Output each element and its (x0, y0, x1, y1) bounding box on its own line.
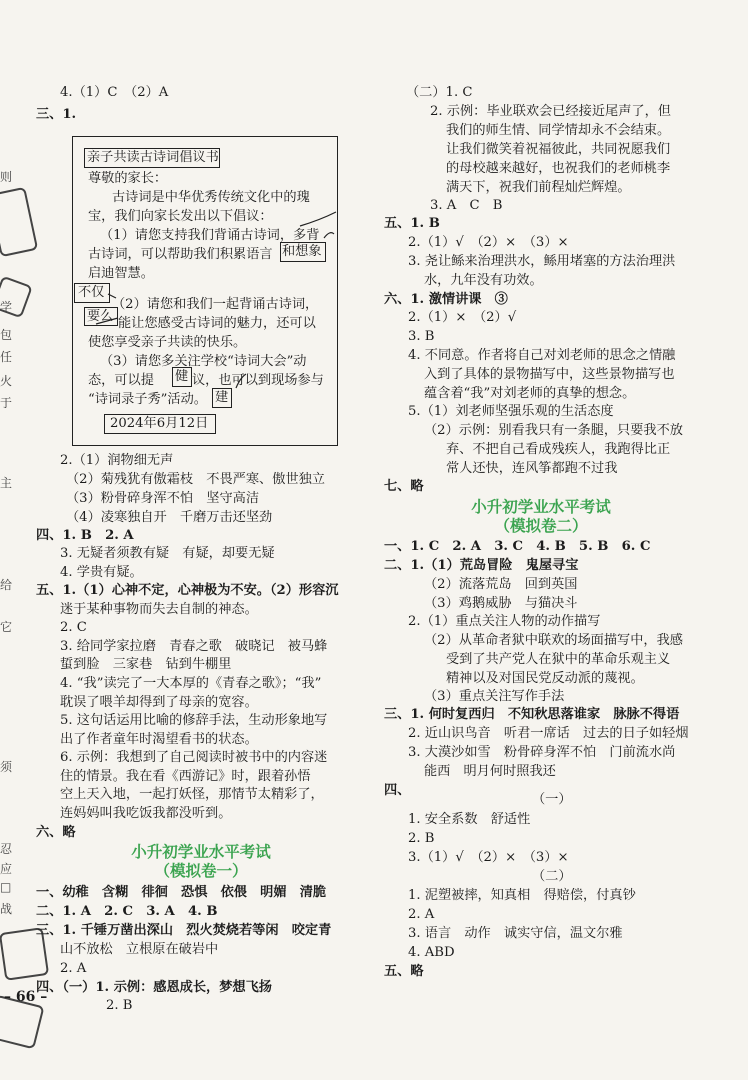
answer-line: 2. A (60, 961, 87, 976)
proposal-line: 议，也可以到现场参与 (192, 373, 324, 388)
answer-line: 六、略 (36, 825, 76, 840)
proposal-line: 古诗词是中华优秀传统文化中的瑰 (112, 190, 310, 205)
answer-line: 四、1. B 2. A (36, 528, 134, 543)
answer-line: 1. 泥塑被摔，知真相 得赔偿，付真钞 (408, 888, 636, 903)
correction-mark-xiangxiang: 和想象 (280, 242, 326, 262)
answer-line: 六、1. 激情讲课 ③ (384, 292, 508, 307)
answer-line: 一、幼稚 含糊 徘徊 恐惧 依偎 明媚 清脆 (36, 885, 327, 900)
answer-line: 的母校越来越好，也祝我们的老师桃李 (446, 161, 671, 176)
edge-fragment: 主 (0, 476, 13, 490)
proposal-line: 古诗词，可以帮助我们积累语言 (88, 247, 273, 262)
answer-line: 入到了具体的景物描写中，这些景物描写也 (424, 367, 675, 382)
answer-line: 3. 尧让鲧来治理洪水，鲧用堵塞的方法治理洪 (408, 254, 676, 269)
answer-line: 四、（一）1. 示例：感恩成长，梦想飞扬 (36, 980, 272, 995)
answer-line: 5. 这句话运用比喻的修辞手法，生动形象地写 (60, 713, 328, 728)
edge-fragment: 于 (0, 396, 13, 410)
answer-line: 2. B (106, 998, 133, 1013)
answer-line: （2）从革命者狱中联欢的场面描写中，我感 (424, 633, 683, 648)
edge-fragment: 须 (0, 760, 13, 774)
answer-line: 蕴含着“我”对刘老师的真挚的想念。 (424, 386, 636, 401)
section-heading-mock-exam-1: 小升初学业水平考试 (131, 843, 271, 861)
answer-line: 二、1.（1）荒岛冒险 鬼屋寻宝 (384, 558, 579, 573)
answer-line: 耽误了喂羊却得到了母亲的宽容。 (60, 695, 258, 710)
answer-line: 3. 大漠沙如雪 粉骨碎身浑不怕 门前流水尚 (408, 745, 676, 760)
edge-fragment: 火 (0, 374, 13, 388)
answer-line: 弃、不把自己看成残疾人，我跑得比正 (446, 442, 671, 457)
answer-line: 2.（1）× （2）√ (408, 310, 517, 325)
proposal-line: （2）请您和我们一起背诵古诗词， (112, 297, 319, 312)
answer-line: 五、略 (384, 964, 424, 979)
answer-line: 住的情景。我在看《西游记》时，跟着孙悟 (60, 769, 311, 784)
proposal-line: 宝，我们向家长发出以下倡议： (88, 209, 273, 224)
answer-line: 1. 安全系数 舒适性 (408, 812, 531, 827)
answer-line: 3. 语言 动作 诚实守信，温文尔雅 (408, 926, 623, 941)
edge-fragment: 任 (0, 350, 13, 364)
answer-line: 3. 给同学家拉磨 青春之歌 破晓记 被马蜂 (60, 639, 328, 654)
answer-line: 4. “我”读完了一大本厚的《青春之歌》；“我” (60, 676, 322, 691)
answer-line: 2.（1）√ （2）× （3）× (408, 235, 569, 250)
answer-line: 4.（1）C （2）A (60, 85, 169, 100)
proposal-line: 能让您感受古诗词的魅力，还可以 (118, 316, 316, 331)
correction-mark-yaome: 要么 (84, 307, 118, 326)
answer-line: （3）粉骨碎身浑不怕 坚守高洁 (66, 491, 260, 506)
answer-line: 三、1. (36, 107, 77, 122)
edge-fragment: 包 (0, 328, 13, 342)
answer-line: 受到了共产党人在狱中的革命乐观主义 (446, 652, 671, 667)
proposal-title-box (84, 148, 220, 168)
answer-line: 一、1. C 2. A 3. C 4. B 5. B 6. C (384, 539, 651, 554)
proposal-line: （1）请您支持我们背诵古诗词，多背 (100, 228, 320, 243)
answer-line: （2）流落荒岛 回到英国 (424, 577, 578, 592)
answer-line: 2. B (408, 831, 435, 846)
subsection-label: （二） (532, 869, 572, 884)
section-heading-mock-exam-2: 小升初学业水平考试 (471, 498, 611, 516)
answer-line: 2. 近山识鸟音 听君一席话 过去的日子如轻烟 (408, 726, 689, 741)
proposal-line: 启迪智慧。 (88, 266, 154, 281)
edge-fragment: 忍 (0, 842, 13, 856)
answer-line: （二）1. C (406, 85, 473, 100)
answer-line: 山不放松 立根原在破岩中 (60, 942, 219, 957)
answer-line: 五、1. B (384, 216, 440, 231)
answer-line: 2.（1）重点关注人物的动作描写 (408, 614, 601, 629)
answer-line: 2. 示例：毕业联欢会已经接近尾声了，但 (430, 104, 671, 119)
proposal-line: （3）请您多关注学校“诗词大会”动 (100, 354, 307, 369)
answer-line: 4. 不同意。作者将自己对刘老师的思念之情融 (408, 348, 676, 363)
answer-line: 我们的师生情、同学情却永不会结束。 (446, 123, 671, 138)
answer-line: 迷于某种事物而失去自制的神态。 (60, 602, 258, 617)
section-subheading-mock-exam-2: （模拟卷二） (494, 517, 588, 535)
edge-fragment: 则 (0, 170, 13, 184)
answer-line: 5.（1）刘老师坚强乐观的生活态度 (408, 404, 614, 419)
answer-line: 三、1. 何时复西归 不知秋思落谁家 脉脉不得语 (384, 707, 680, 722)
edge-fragment: □ (0, 880, 12, 894)
answer-line: 四、 (384, 783, 411, 798)
proposal-line: “诗词录子秀”活动。 (88, 392, 207, 407)
answer-line: 3. 无疑者须教有疑 有疑，却要无疑 (60, 546, 275, 561)
answer-line: （3）重点关注写作手法 (424, 689, 565, 704)
answer-line: 二、1. A 2. C 3. A 4. B (36, 904, 218, 919)
edge-fragment: 给 (0, 578, 13, 592)
answer-line: 4. ABD (408, 945, 455, 960)
answer-line: （4）凌寒独自开 千磨万击还坚劲 (66, 510, 273, 525)
edge-fragment: 战 (0, 902, 13, 916)
correction-mark-bujin: 不仅 (74, 283, 110, 303)
answer-line: 水，九年没有功效。 (424, 273, 543, 288)
answer-line: 精神以及对国民党反动派的蔑视。 (446, 671, 644, 686)
answer-line: 6. 示例：我想到了自己阅读时被书中的内容迷 (60, 750, 328, 765)
answer-line: 连妈妈叫我吃饭我都没听到。 (60, 806, 232, 821)
answer-line: 出了作者童年时渴望看书的状态。 (60, 732, 258, 747)
proposal-line: 使您享受亲子共读的快乐。 (88, 335, 247, 350)
answer-line: 满天下，祝我们前程灿烂辉煌。 (446, 180, 631, 195)
answer-line: 能西 明月何时照我还 (424, 764, 556, 779)
answer-line: 2.（1）润物细无声 (60, 453, 174, 468)
answer-line: 蜇到脸 三家巷 钻到牛棚里 (60, 657, 232, 672)
answer-line: 让我们微笑着祝福彼此，共同祝愿我们 (446, 142, 671, 157)
answer-line: （3）鸡鹅威胁 与猫决斗 (424, 596, 578, 611)
decorative-sketch (0, 187, 38, 258)
answer-line: 七、略 (384, 479, 424, 494)
answer-line: 常人还快，连风筝都跑不过我 (446, 461, 618, 476)
proposal-date: 2024年6月12日 (110, 416, 209, 431)
answer-line: 空上天入地，一起打妖怪，那情节太精彩了， (60, 787, 324, 802)
section-subheading-mock-exam-1: （模拟卷一） (154, 862, 248, 880)
correction-mark-jian2: 建 (212, 388, 232, 408)
answer-line: 三、1. 千锤万凿出深山 烈火焚烧若等闲 咬定青 (36, 923, 332, 938)
edge-fragment: 学 (0, 300, 13, 314)
answer-line: 4. 学贵有疑。 (60, 565, 143, 580)
proposal-title: 亲子共读古诗词倡议书 (87, 150, 219, 165)
answer-line: 2. C (60, 620, 87, 635)
subsection-label: （一） (532, 792, 572, 807)
correction-mark-jian1: 健 (172, 367, 192, 387)
answer-line: 3.（1）√ （2）× （3）× (408, 850, 569, 865)
answer-line: 2. A (408, 907, 435, 922)
answer-line: （2）示例：别看我只有一条腿，只要我不放 (424, 423, 683, 438)
answer-line: 3. B (408, 329, 435, 344)
proposal-line: 尊敬的家长： (88, 171, 168, 186)
answer-line: 五、1.（1）心神不定，心神极为不安。（2）形容沉 (36, 583, 339, 598)
date-box (104, 414, 216, 434)
edge-fragment: 它 (0, 620, 13, 634)
proposal-line: 态，可以提 (88, 373, 154, 388)
edge-fragment: 应 (0, 862, 13, 876)
answer-line: 3. A C B (430, 198, 503, 213)
page-number: – 66 – (4, 989, 48, 1005)
answer-line: （2）菊残犹有傲霜枝 不畏严寒、傲世独立 (66, 472, 325, 487)
